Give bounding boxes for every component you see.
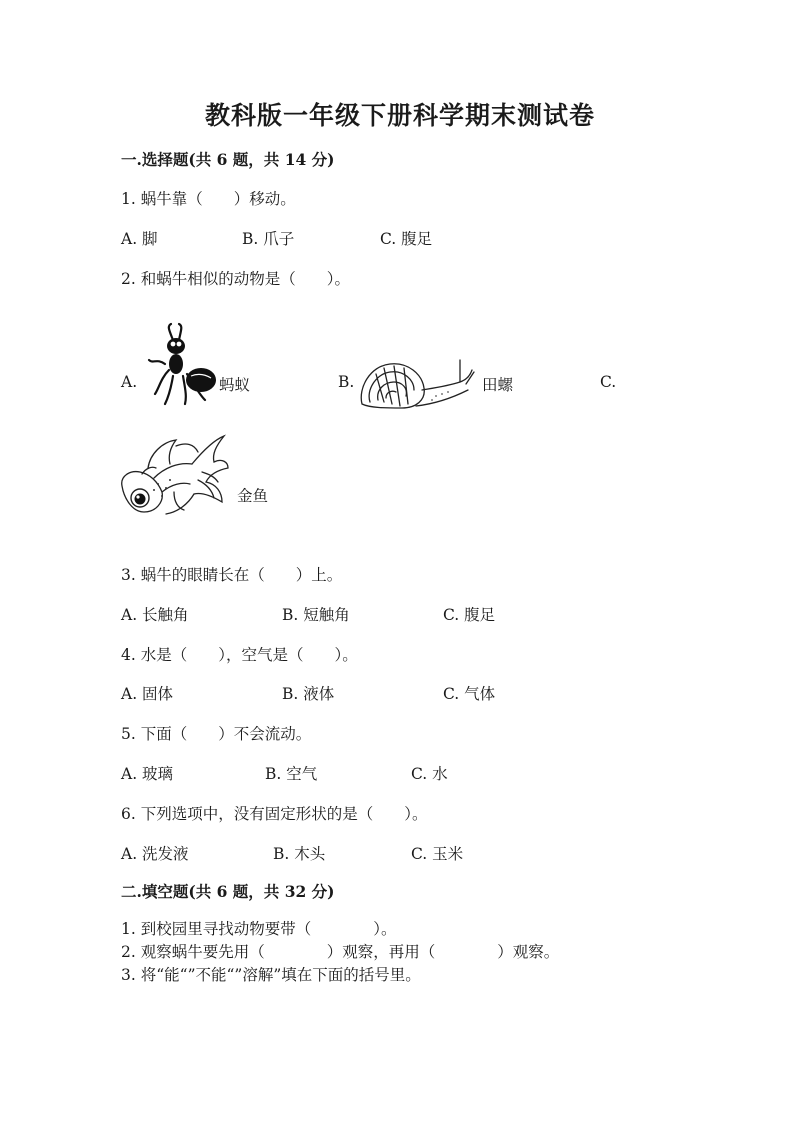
question-4-option-a: A. 固体 — [121, 685, 174, 703]
question-3-option-c: C. 腹足 — [443, 606, 496, 624]
question-5-option-b: B. 空气 — [265, 765, 318, 783]
goldfish-icon — [118, 432, 230, 520]
question-3-option-b: B. 短触角 — [282, 606, 350, 624]
question-2-option-b: B. — [338, 373, 355, 391]
question-4-option-c: C. 气体 — [443, 685, 496, 703]
question-1-stem: 1. 蜗牛靠（ ）移动。 — [121, 190, 296, 208]
question-2-option-b-label: 田螺 — [482, 376, 514, 394]
fill-item-1: 1. 到校园里寻找动物要带（ ）。 — [121, 920, 397, 938]
question-2-option-a: A. — [121, 373, 138, 391]
section-heading-fill: 二.填空题(共 6 题，共 32 分) — [121, 882, 335, 901]
question-2-option-c-label: 金鱼 — [237, 487, 269, 505]
section-heading-choice: 一.选择题(共 6 题，共 14 分) — [121, 150, 335, 169]
question-5-stem: 5. 下面（ ）不会流动。 — [121, 725, 312, 743]
question-2-option-a-label: 蚂蚁 — [219, 376, 251, 394]
fill-item-3: 3. 将“能“”不能“”溶解”填在下面的括号里。 — [121, 966, 421, 984]
question-1-option-c: C. 腹足 — [380, 230, 433, 248]
question-5-option-a: A. 玻璃 — [121, 765, 174, 783]
question-3-stem: 3. 蜗牛的眼睛长在（ ）上。 — [121, 566, 343, 584]
snail-shell-icon — [356, 354, 476, 410]
ant-icon — [143, 322, 218, 408]
question-1-option-b: B. 爪子 — [242, 230, 295, 248]
question-2-option-c: C. — [600, 373, 617, 391]
question-4-option-b: B. 液体 — [282, 685, 335, 703]
question-2-stem: 2. 和蜗牛相似的动物是（ ）。 — [121, 270, 350, 288]
question-6-option-c: C. 玉米 — [411, 845, 464, 863]
question-3-option-a: A. 长触角 — [121, 606, 189, 624]
question-5-option-c: C. 水 — [411, 765, 448, 783]
question-6-option-a: A. 洗发液 — [121, 845, 189, 863]
question-6-stem: 6. 下列选项中，没有固定形状的是（ ）。 — [121, 805, 428, 823]
question-1-option-a: A. 脚 — [121, 230, 158, 248]
page-title: 教科版一年级下册科学期末测试卷 — [204, 101, 595, 130]
fill-item-2: 2. 观察蜗牛要先用（ ）观察，再用（ ）观察。 — [121, 943, 560, 961]
question-4-stem: 4. 水是（ ），空气是（ ）。 — [121, 646, 358, 664]
question-6-option-b: B. 木头 — [273, 845, 326, 863]
